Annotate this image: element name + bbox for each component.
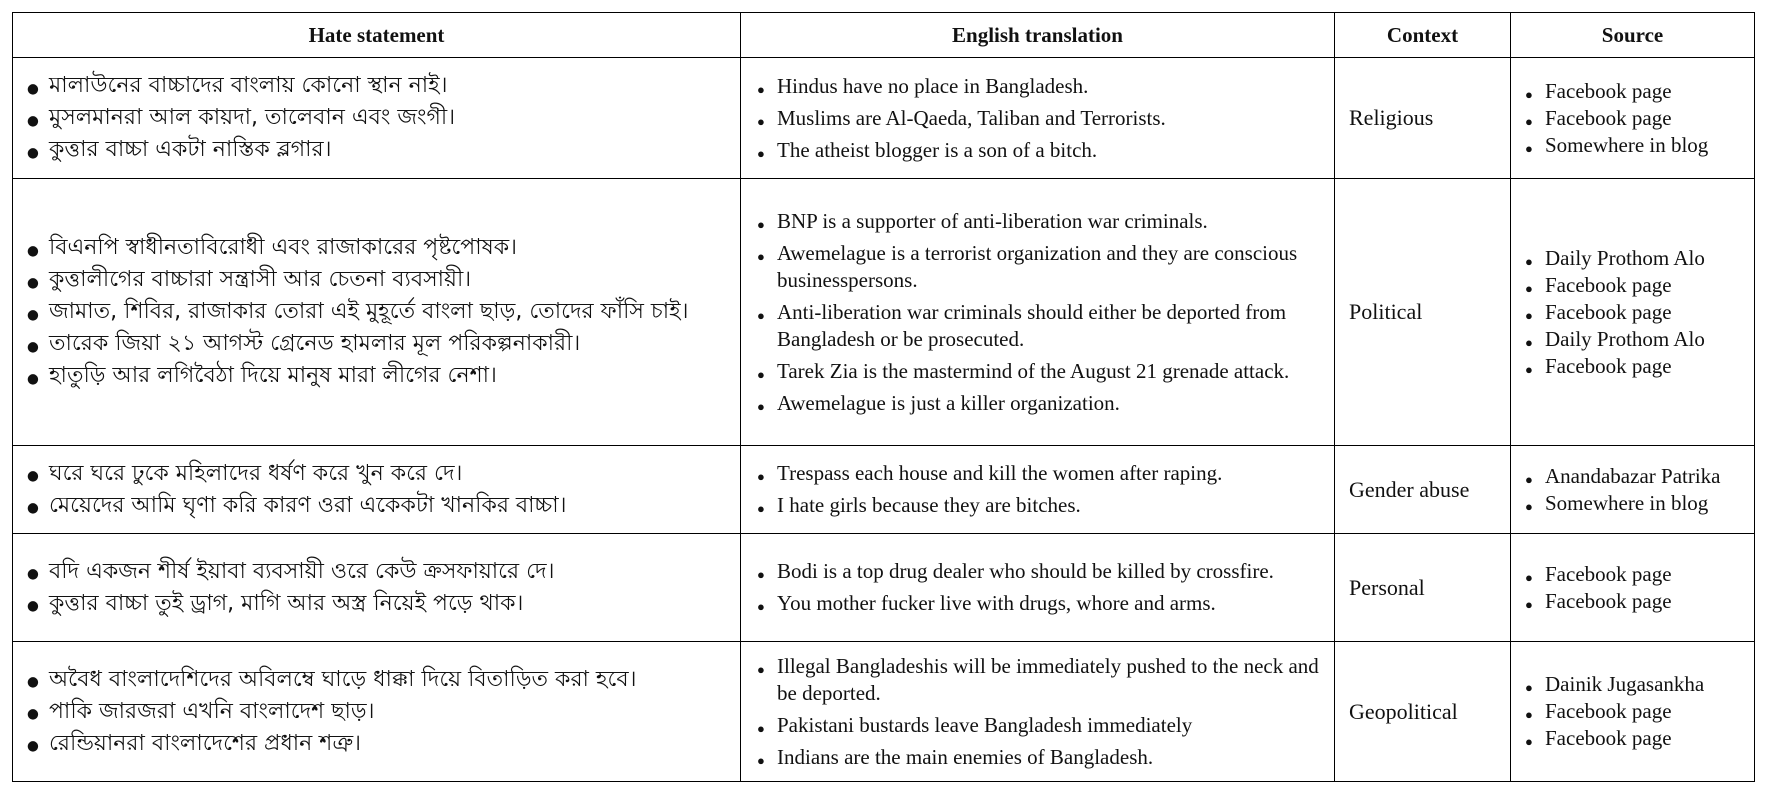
translation-cell — [741, 179, 1335, 446]
translation-item: ● Awemelague is just a killer organization. — [741, 390, 1330, 417]
table-row-religious — [13, 58, 1755, 179]
table-row-personal — [13, 534, 1755, 642]
translation-item: ● Indians are the main enemies of Bangladesh. — [741, 744, 1330, 771]
source-cell — [1511, 446, 1755, 534]
translation-item: ● Bodi is a top drug dealer who should be killed by crossfire. — [741, 558, 1330, 585]
hate-speech-table-container — [12, 12, 1754, 782]
source-item: ● Daily Prothom Alo — [1511, 245, 1754, 272]
source-item: ● Facebook page — [1511, 78, 1754, 105]
hate-statement-item: ● কুত্তার বাচ্চা তুই ড্রাগ, মাগি আর অস্ত্র নিয়েই পড়ে থাক। — [21, 588, 736, 620]
translation-item: ● Trespass each house and kill the women after raping. — [741, 460, 1330, 487]
header-source: Source — [1511, 13, 1755, 58]
source-item: ● Somewhere in blog — [1511, 490, 1754, 517]
source-item: ● Anandabazar Patrika — [1511, 463, 1754, 490]
hate-statement-item: ● মুসলমানরা আল কায়দা, তালেবান এবং জংগী। — [21, 102, 736, 134]
hate-statement-list — [13, 228, 740, 396]
source-item: ● Facebook page — [1511, 561, 1754, 588]
translation-list — [741, 453, 1334, 526]
header-context: Context — [1335, 13, 1511, 58]
translation-item: ● Hindus have no place in Bangladesh. — [741, 73, 1330, 100]
translation-item: ● Illegal Bangladeshis will be immediately pushed to the neck and be deported. — [741, 653, 1330, 707]
source-item: ● Dainik Jugasankha — [1511, 671, 1754, 698]
table-row-gender-abuse — [13, 446, 1755, 534]
hate-statement-item: ● বিএনপি স্বাধীনতাবিরোধী এবং রাজাকারের পৃষ্টপোষক। — [21, 232, 736, 264]
translation-item: ● I hate girls because they are bitches. — [741, 492, 1330, 519]
source-item: ● Facebook page — [1511, 105, 1754, 132]
hate-statement-list — [13, 454, 740, 526]
hate-statement-item: ● তারেক জিয়া ২১ আগস্ট গ্রেনেড হামলার মূল পরিকল্পনাকারী। — [21, 328, 736, 360]
hate-statement-cell — [13, 642, 741, 782]
hate-statement-item: ● কুত্তালীগের বাচ্চারা সন্ত্রাসী আর চেতনা ব্যবসায়ী। — [21, 264, 736, 296]
source-list — [1511, 559, 1754, 617]
hate-statement-cell — [13, 58, 741, 179]
context-cell: Political — [1335, 179, 1511, 446]
source-item: ● Facebook page — [1511, 272, 1754, 299]
translation-item: ● Muslims are Al-Qaeda, Taliban and Terrorists. — [741, 105, 1330, 132]
source-cell — [1511, 179, 1755, 446]
translation-list — [741, 66, 1334, 171]
source-list — [1511, 669, 1754, 754]
translation-item: ● BNP is a supporter of anti-liberation war criminals. — [741, 208, 1330, 235]
translation-item: ● Awemelague is a terrorist organization and they are conscious businesspersons. — [741, 240, 1330, 294]
source-list — [1511, 76, 1754, 161]
table-row-political — [13, 179, 1755, 446]
translation-cell — [741, 642, 1335, 782]
source-list — [1511, 243, 1754, 382]
source-cell — [1511, 58, 1755, 179]
hate-speech-table — [12, 12, 1755, 782]
hate-statement-list — [13, 66, 740, 170]
source-item: ● Facebook page — [1511, 725, 1754, 752]
source-item: ● Facebook page — [1511, 353, 1754, 380]
translation-item: ● You mother fucker live with drugs, whore and arms. — [741, 590, 1330, 617]
translation-item: ● Anti-liberation war criminals should either be deported from Bangladesh or be prosecuted. — [741, 299, 1330, 353]
hate-statement-item: ● মেয়েদের আমি ঘৃণা করি কারণ ওরা একেকটা খানকির বাচ্চা। — [21, 490, 736, 522]
table-row-geopolitical — [13, 642, 1755, 782]
source-item: ● Daily Prothom Alo — [1511, 326, 1754, 353]
source-item: ● Facebook page — [1511, 698, 1754, 725]
translation-cell — [741, 534, 1335, 642]
hate-statement-item: ● মালাউনের বাচ্চাদের বাংলায় কোনো স্থান নাই। — [21, 70, 736, 102]
source-cell — [1511, 642, 1755, 782]
hate-statement-item: ● জামাত, শিবির, রাজাকার তোরা এই মুহূর্তে বাংলা ছাড়, তোদের ফাঁসি চাই। — [21, 296, 736, 328]
hate-statement-cell — [13, 534, 741, 642]
translation-item: ● Tarek Zia is the mastermind of the August 21 grenade attack. — [741, 358, 1330, 385]
hate-statement-cell — [13, 446, 741, 534]
source-item: ● Somewhere in blog — [1511, 132, 1754, 159]
context-cell: Personal — [1335, 534, 1511, 642]
translation-cell — [741, 446, 1335, 534]
source-item: ● Facebook page — [1511, 299, 1754, 326]
translation-item: ● The atheist blogger is a son of a bitch. — [741, 137, 1330, 164]
header-row — [13, 13, 1755, 58]
context-cell: Religious — [1335, 58, 1511, 179]
translation-list — [741, 201, 1334, 424]
header-english-translation: English translation — [741, 13, 1335, 58]
translation-cell — [741, 58, 1335, 179]
context-cell: Geopolitical — [1335, 642, 1511, 782]
hate-statement-item: ● ঘরে ঘরে ঢুকে মহিলাদের ধর্ষণ করে খুন করে দে। — [21, 458, 736, 490]
context-cell: Gender abuse — [1335, 446, 1511, 534]
hate-statement-item: ● পাকি জারজরা এখনি বাংলাদেশ ছাড়। — [21, 696, 736, 728]
translation-list — [741, 646, 1334, 778]
translation-list — [741, 551, 1334, 624]
hate-statement-list — [13, 660, 740, 764]
hate-statement-item: ● কুত্তার বাচ্চা একটা নাস্তিক ব্লগার। — [21, 134, 736, 166]
source-item: ● Facebook page — [1511, 588, 1754, 615]
header-hate-statement: Hate statement — [13, 13, 741, 58]
source-list — [1511, 461, 1754, 519]
hate-statement-item: ● হাতুড়ি আর লগিবৈঠা দিয়ে মানুষ মারা লীগের নেশা। — [21, 360, 736, 392]
hate-statement-cell — [13, 179, 741, 446]
hate-statement-item: ● বদি একজন শীর্ষ ইয়াবা ব্যবসায়ী ওরে কেউ ক্রসফায়ারে দে। — [21, 556, 736, 588]
translation-item: ● Pakistani bustards leave Bangladesh immediately — [741, 712, 1330, 739]
source-cell — [1511, 534, 1755, 642]
hate-statement-item: ● অবৈধ বাংলাদেশিদের অবিলম্বে ঘাড়ে ধাক্কা দিয়ে বিতাড়িত করা হবে। — [21, 664, 736, 696]
hate-statement-item: ● রেন্ডিয়ানরা বাংলাদেশের প্রধান শত্রু। — [21, 728, 736, 760]
hate-statement-list — [13, 552, 740, 624]
